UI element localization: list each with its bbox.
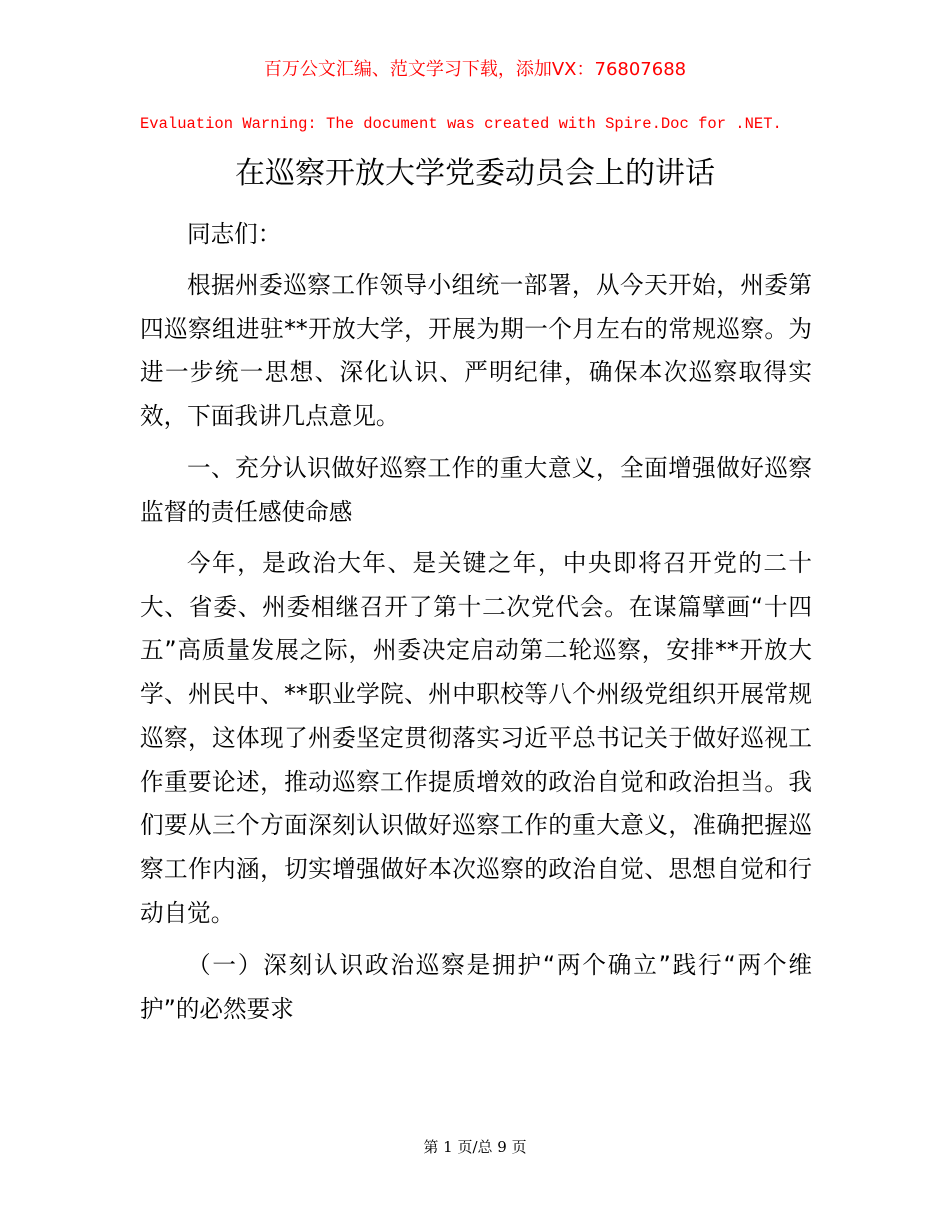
section-heading-1: 一、充分认识做好巡察工作的重大意义，全面增强做好巡察监督的责任感使命感 — [140, 454, 812, 526]
paragraph-section-1: 今年，是政治大年、是关键之年，中央即将召开党的二十大、省委、州委相继召开了第十二次党代会。在谋篇擘画“十四五”高质量发展之际，州委决定启动第二轮巡察，安排**开放大学、州民中、**职业学院、州中职校等八个州级党组织开展常规巡察，这体现了州委坚定贯彻落实习近平总书记关于做好巡视工作重要论述，推动巡察工作提质增效的政治自觉和政治担当。我们要从三个方面深刻认识做好巡察工作的重大意义，准确把握巡察工作内涵，切实增强做好本次巡察的政治自觉、思想自觉和行动自觉。 — [140, 549, 812, 927]
evaluation-warning: Evaluation Warning: The document was created with Spire.Doc for .NET. — [140, 115, 782, 133]
subsection-heading-1: （一）深刻认识政治巡察是拥护“两个确立”践行“两个维护”的必然要求 — [140, 951, 812, 1023]
page-indicator: 第 1 页/总 9 页 — [423, 1138, 527, 1156]
paragraph-intro: 根据州委巡察工作领导小组统一部署，从今天开始，州委第四巡察组进驻**开放大学，开展为期一个月左右的常规巡察。为进一步统一思想、深化认识、严明纪律，确保本次巡察取得实效，下面我讲几点意见。 — [140, 271, 812, 431]
greeting: 同志们： — [187, 220, 282, 248]
document-title: 在巡察开放大学党委动员会上的讲话 — [235, 156, 715, 191]
header-banner: 百万公文汇编、范文学习下载，添加VX：76807688 — [263, 59, 687, 80]
